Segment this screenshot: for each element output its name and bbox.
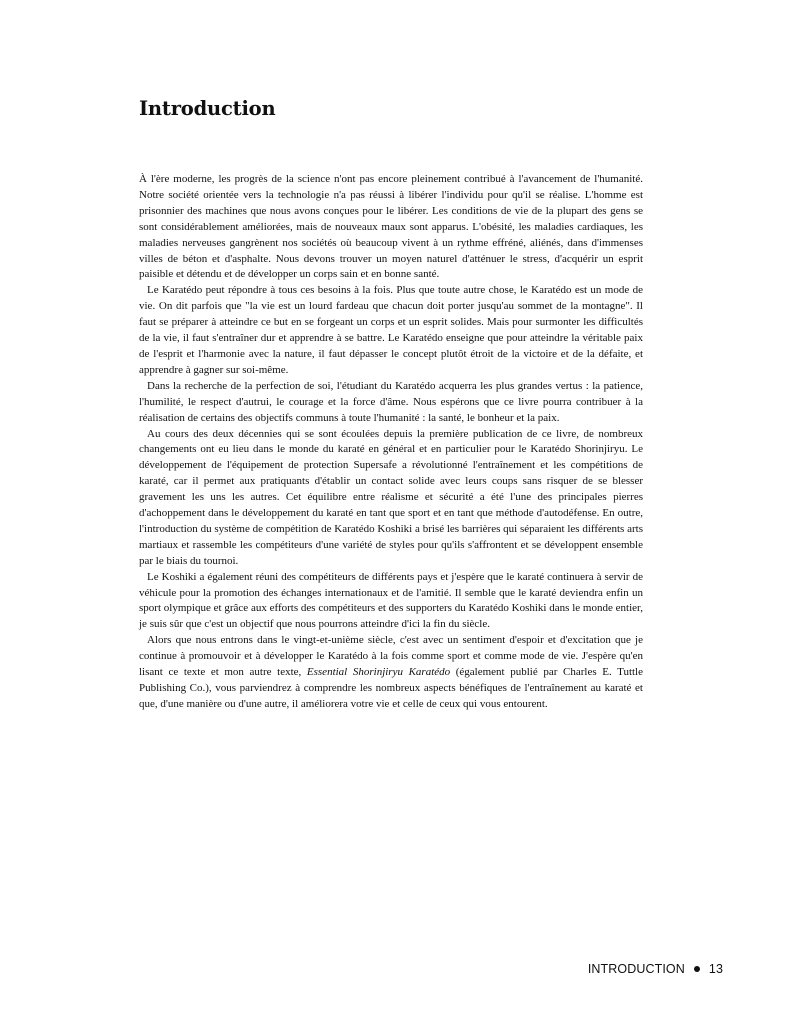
paragraph: Au cours des deux décennies qui se sont écoulées depuis la première publication de ce livre, de nombreux changements ont eu lieu dans le monde du karaté en général et en particulier pour le Karatédo Shorinjiryu. Le développement de l'équipement de protection Supersafe a révolutionné l'entraînement et les compétitions de karaté, car il permet aux pratiquants d'établir un contact solide avec leurs coups sans risquer de se blesser gravement les uns les autres. Cet équilibre entre réalisme et sécurité a été l'une des principales pierres d'achoppement dans le développement du karaté en tant que sport et en tant que méthode d'autodéfense. En outre, l'introduction du système de compétition de Karatédo Koshiki a brisé les barrières qui séparaient les différents arts martiaux et rassemble les compétiteurs d'une variété de styles pour qu'ils s'affrontent et se développent ensemble par le biais du tournoi.: [139, 427, 643, 567]
paragraph-text: (également publié par Charles E. Tuttle Publishing Co.), vous parviendrez à comprendre les nombreux aspects bénéfiques de l'entraînement au karaté et que, d'une manière ou d'une autre, il améliorera votre vie et celle de ceux qui vous entourent.: [139, 666, 643, 710]
page-number: 13: [708, 962, 723, 976]
page-title: Introduction: [139, 97, 276, 120]
book-title: Essential Shorinjiryu Karatédo: [306, 666, 451, 679]
paragraph-last: [139, 633, 643, 713]
running-footer-section: INTRODUCTION: [587, 962, 685, 976]
body-text: [139, 172, 643, 713]
paragraph-text: Alors que nous entrons dans le vingt-et-unième siècle, c'est avec un sentiment d'espoir et d'excitation que je continue à promouvoir et à développer le Karatédo à la fois comme sport et comme mode de vie. J'espère qu'en lisant ce texte et mon autre texte,: [139, 634, 643, 679]
paragraph: Le Koshiki a également réuni des compétiteurs de différents pays et j'espère que le karaté continuera à servir de véhicule pour la promotion des échanges internationaux et de l'amitié. Il semble que le karaté deviendra enfin un sport olympique et grâce aux efforts des compétiteurs et des supporters du Karatédo Koshiki dans le monde entier, je suis sûr que c'est un objectif que nous pourrons atteindre d'ici la fin du siècle.: [139, 570, 643, 631]
paragraph: À l'ère moderne, les progrès de la science n'ont pas encore pleinement contribué à l'avancement de l'humanité. Notre société orientée vers la technologie n'a pas réussi à libérer l'individu pour qu'il se réalise. L'homme est prisonnier des machines que nous avons conçues pour le libérer. Les conditions de vie de la plupart des gens se sont considérablement améliorées, mais de nouveaux maux sont apparus. L'obésité, les maladies cardiaques, les maladies nerveuses gangrènent nos sociétés où beaucoup vivent à un rythme effréné, aliénés, dans d'immenses villes de béton et d'asphalte. Nous devons trouver un moyen naturel d'atténuer le stress, d'acquérir un esprit paisible et détendu et de développer un corps sain et en bonne santé.: [139, 173, 643, 281]
paragraph: Dans la recherche de la perfection de soi, l'étudiant du Karatédo acquerra les plus grandes vertus : la patience, l'humilité, le respect d'autrui, le courage et la force d'âme. Nous espérons que ce livre pourra contribuer à la réalisation de certains des objectifs communs à toute l'humanité : la santé, le bonheur et la paix.: [139, 379, 643, 424]
page-footer: [588, 962, 723, 976]
bullet-separator-icon: [694, 966, 700, 972]
paragraph: Le Karatédo peut répondre à tous ces besoins à la fois. Plus que toute autre chose, le Karatédo est un mode de vie. On dit parfois que "la vie est un lourd fardeau que chacun doit porter jusqu'au sommet de la montagne". Il faut se préparer à atteindre ce but en se forgeant un corps et un esprit solides. Mais pour surmonter les difficultés de la vie, il faut s'entraîner dur et apprendre à se battre. Le Karatédo enseigne que pour atteindre la véritable paix de l'esprit et l'harmonie avec la nature, il faut dépasser le concept plutôt étroit de la victoire et de la défaite, et apprendre à gagner sur soi-même.: [139, 284, 643, 376]
